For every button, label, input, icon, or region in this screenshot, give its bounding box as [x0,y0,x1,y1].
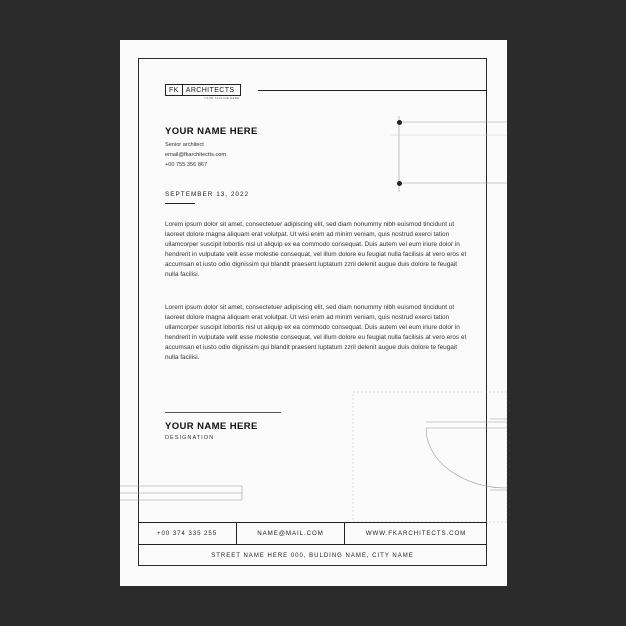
body-paragraph-1: Lorem ipsum dolor sit amet, consectetuer adipiscing elit, sed diam nonummy nibh euismod tincidunt ut laoreet dolore magna aliquam erat volutpat. Ut wisi enim ad minim veniam, quis nostrud exerci tation ullamcorper suscipit lobortis nisl ut aliquip ex ea commodo consequat. Duis autem vel eum iriure dolor in hendrerit in vulputate velit esse molestie consequat, vel illum dolore eu feugiat nulla facilisis at vero eros et accumsan et iusto odio dignissim qui blandit praesent luptatum zzril delenit augue duis dolore te feugait nulla facilisi. [165,221,467,279]
footer-website: WWW.FKARCHITECTS.COM [365,530,467,537]
footer-phone: +00 374 335 255 [138,523,237,544]
company-logo [165,84,241,96]
footer-contact-row [138,522,487,545]
signature-rule [165,412,281,413]
letter-date: SEPTEMBER 13, 2022 [165,191,250,198]
sender-role: Senior architect [165,142,204,148]
node-dot-upper [397,120,402,125]
signature-name: YOUR NAME HERE [165,421,258,432]
sender-email: email@fkarchitectts.com [165,152,227,158]
footer-email: NAME@MAIL.COM [237,523,345,544]
body-paragraph-2: Lorem ipsum dolor sit amet, consectetuer adipiscing elit, sed diam nonummy nibh euismod tincidunt ut laoreet dolore magna aliquam erat volutpat. Ut wisi enim ad minim veniam, quis nostrud exerci tation ullamcorper suscipit lobortis nisl ut aliquip ex ea commodo consequat. Duis autem vel eum iriure dolor in hendrerit in vulputate velit esse molestie consequat, vel illum dolore eu feugiat nulla facilisis at vero eros et accumsan et iusto odio dignissim qui blandit praesent luptatum zzril delenit augue duis dolore te feugait nulla facilisi. [165,304,467,362]
logo-tagline: YOUR TAGLINE HERE [204,97,240,100]
footer-address: STREET NAME HERE 000, BULDING NAME, CITY NAME [211,552,414,559]
signature-designation: DESIGNATION [165,435,215,441]
logo-name: ARCHITECTS [185,86,235,94]
header-rule [258,90,487,91]
node-dot-lower [397,181,402,186]
sender-name: YOUR NAME HERE [165,126,258,137]
logo-initials: FK [166,85,183,95]
sender-phone: +00 755 356 867 [165,162,208,168]
letterhead-page [120,40,507,586]
date-underline [165,203,195,204]
